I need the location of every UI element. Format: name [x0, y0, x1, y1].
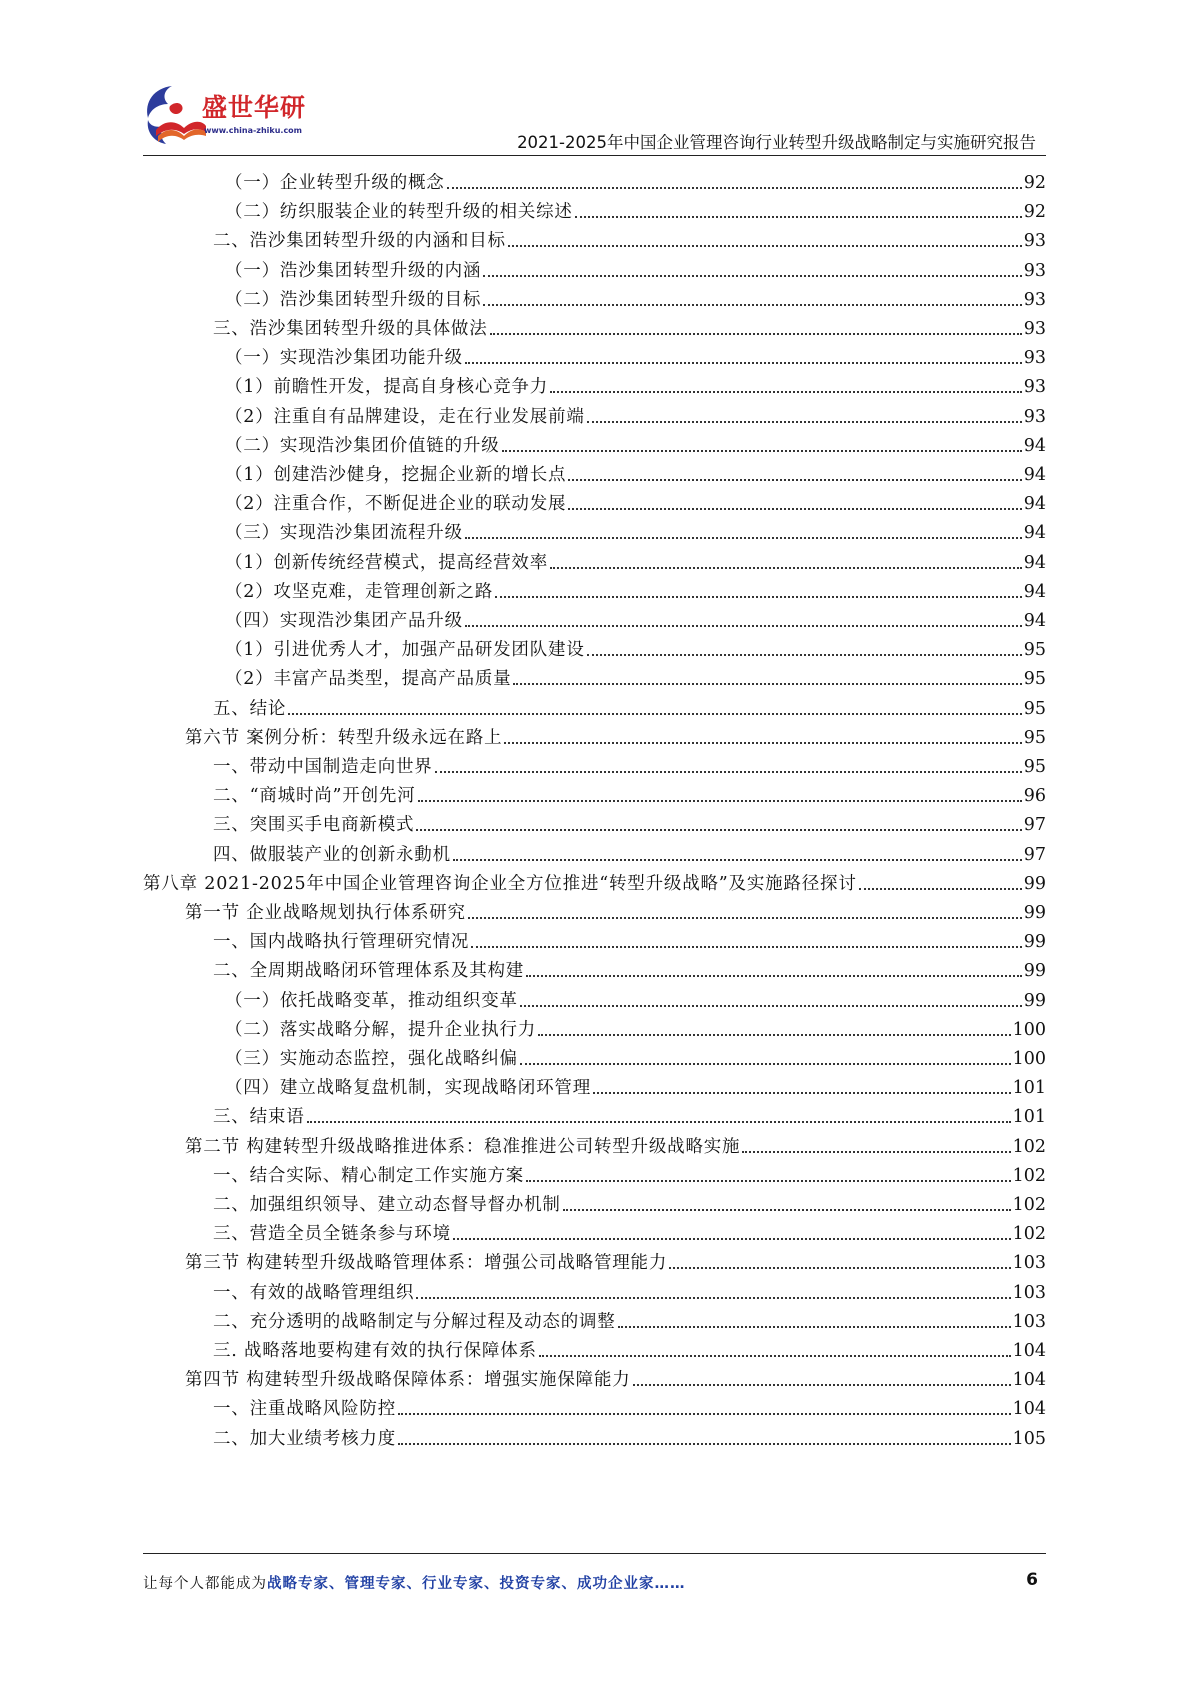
toc-entry-label: （四）建立战略复盘机制，实现战略闭环管理 — [225, 1078, 591, 1099]
toc-entry[interactable] — [213, 1389, 1046, 1420]
toc-entry-label: 五、结论 — [213, 698, 287, 719]
toc-entry[interactable] — [213, 1302, 1046, 1333]
toc-entry-label: 二、加强组织领导、建立动态督导督办机制 — [213, 1195, 561, 1215]
toc-leader-dots — [483, 304, 1022, 306]
toc-leader-dots — [453, 1238, 1011, 1240]
toc-entry[interactable] — [225, 280, 1046, 311]
toc-entry[interactable] — [225, 659, 1046, 690]
toc-leader-dots — [418, 800, 1022, 802]
toc-leader-dots — [575, 216, 1022, 218]
slogan-highlight: 战略专家、管理专家、行业专家、投资专家、成功企业家…… — [267, 1576, 686, 1592]
toc-entry-label: （二）浩沙集团转型升级的目标 — [225, 289, 482, 310]
toc-leader-dots — [526, 1180, 1010, 1182]
toc-entry[interactable] — [225, 367, 1046, 398]
toc-entry-label: 一、结合实际、精心制定工作实施方案 — [213, 1165, 525, 1186]
footer-slogan — [143, 1572, 686, 1593]
toc-entry-page: 93 — [1023, 406, 1046, 427]
toc-entry[interactable] — [225, 163, 1046, 194]
toc-entry[interactable] — [213, 1214, 1046, 1245]
toc-leader-dots — [633, 1384, 1011, 1386]
toc-entry[interactable] — [213, 835, 1046, 866]
toc-entry[interactable] — [213, 1185, 1046, 1216]
toc-entry-page: 104 — [1012, 1341, 1046, 1361]
toc-entry[interactable] — [213, 747, 1046, 778]
toc-entry-page: 102 — [1012, 1224, 1046, 1245]
toc-leader-dots — [539, 1355, 1011, 1357]
toc-entry[interactable] — [213, 1156, 1046, 1187]
toc-entry-page: 92 — [1023, 202, 1046, 223]
toc-entry-page: 100 — [1012, 1049, 1046, 1069]
toc-entry-label: （二）实现浩沙集团价值链的升级 — [225, 435, 500, 456]
toc-leader-dots — [502, 450, 1022, 452]
toc-entry-page: 105 — [1012, 1428, 1046, 1449]
toc-entry-label: （一）企业转型升级的概念 — [225, 173, 445, 193]
toc-entry-label: （二）纺织服装企业的转型升级的相关综述 — [225, 202, 573, 223]
toc-entry[interactable] — [225, 455, 1046, 486]
toc-entry-label: 第一节 企业战略规划执行体系研究 — [185, 903, 466, 923]
toc-entry-label: （2）攻坚克难，走管理创新之路 — [225, 581, 494, 602]
toc-entry-page: 93 — [1023, 260, 1046, 281]
toc-entry-label: 第四节 构建转型升级战略保障体系：增强实施保障能力 — [185, 1370, 631, 1391]
toc-leader-dots — [520, 1005, 1022, 1007]
toc-entry[interactable] — [185, 1127, 1046, 1158]
page-number: 6 — [1026, 1570, 1038, 1590]
toc-leader-dots — [490, 333, 1022, 335]
toc-entry-page: 99 — [1023, 873, 1046, 894]
toc-entry-page: 94 — [1023, 465, 1046, 485]
toc-entry-label: 第八章 2021-2025年中国企业管理咨询企业全方位推进“转型升级战略”及实施路径探讨 — [143, 873, 857, 894]
toc-entry[interactable] — [213, 922, 1046, 953]
toc-entry[interactable] — [213, 776, 1046, 807]
toc-entry-label: 三、营造全员全链条参与环境 — [213, 1224, 451, 1245]
toc-entry-page: 93 — [1023, 289, 1046, 310]
toc-entry-label: （二）落实战略分解，提升企业执行力 — [225, 1019, 537, 1040]
toc-leader-dots — [538, 1034, 1010, 1036]
toc-entry-page: 99 — [1023, 903, 1046, 923]
toc-entry-label: 第二节 构建转型升级战略推进体系：稳准推进公司转型升级战略实施 — [185, 1136, 741, 1157]
toc-entry-page: 97 — [1023, 844, 1046, 865]
toc-entry[interactable] — [225, 601, 1046, 632]
toc-entry-page: 101 — [1012, 1107, 1046, 1128]
toc-entry[interactable] — [213, 1097, 1046, 1128]
toc-leader-dots — [593, 1092, 1011, 1094]
toc-entry-page: 95 — [1023, 698, 1046, 719]
toc-entry[interactable] — [225, 1010, 1046, 1041]
toc-entry[interactable] — [213, 951, 1046, 982]
toc-leader-dots — [416, 1297, 1010, 1299]
toc-entry-label: （2）注重合作，不断促进企业的联动发展 — [225, 494, 567, 515]
toc-leader-dots — [471, 946, 1022, 948]
toc-entry-page: 93 — [1023, 319, 1046, 339]
toc-leader-dots — [398, 1443, 1011, 1445]
toc-entry-page: 94 — [1023, 611, 1046, 631]
footer-divider — [143, 1553, 1046, 1554]
toc-leader-dots — [468, 917, 1022, 919]
toc-entry-label: 一、有效的战略管理组织 — [213, 1282, 415, 1303]
toc-entry[interactable] — [225, 426, 1046, 457]
toc-entry-label: （一）实现浩沙集团功能升级 — [225, 348, 463, 369]
toc-entry-label: 一、带动中国制造走向世界 — [213, 757, 433, 777]
toc-leader-dots — [288, 713, 1022, 715]
toc-entry[interactable] — [225, 484, 1046, 515]
toc-entry-page: 94 — [1023, 494, 1046, 515]
toc-entry-label: （一）浩沙集团转型升级的内涵 — [225, 260, 482, 281]
toc-entry-page: 103 — [1012, 1311, 1046, 1332]
toc-entry-label: 三、结束语 — [213, 1107, 305, 1128]
toc-entry[interactable] — [213, 1419, 1046, 1450]
toc-entry[interactable] — [213, 1331, 1046, 1362]
toc-entry-page: 92 — [1023, 173, 1046, 193]
toc-leader-dots — [465, 537, 1022, 539]
toc-entry[interactable] — [213, 221, 1046, 252]
toc-entry-page: 99 — [1023, 932, 1046, 953]
toc-entry-label: （2）丰富产品类型，提高产品质量 — [225, 669, 512, 690]
toc-leader-dots — [859, 888, 1022, 890]
toc-leader-dots — [465, 625, 1022, 627]
toc-entry[interactable] — [225, 251, 1046, 282]
toc-entry-label: 二、“商城时尚”开创先河 — [213, 786, 416, 807]
toc-entry[interactable] — [185, 1243, 1046, 1274]
toc-leader-dots — [453, 859, 1022, 861]
toc-leader-dots — [568, 479, 1021, 481]
toc-entry-page: 102 — [1012, 1136, 1046, 1157]
toc-entry[interactable] — [225, 397, 1046, 428]
header-divider — [143, 155, 1046, 156]
brand-name: 盛世华研 — [202, 93, 307, 122]
toc-entry-label: 二、浩沙集团转型升级的内涵和目标 — [213, 231, 506, 252]
toc-entry-label: 三. 战略落地要构建有效的执行保障体系 — [213, 1341, 537, 1361]
toc-entry-label: （三）实施动态监控，强化战略纠偏 — [225, 1049, 518, 1069]
toc-leader-dots — [520, 1063, 1011, 1065]
toc-leader-dots — [307, 1121, 1011, 1123]
toc-leader-dots — [587, 654, 1022, 656]
toc-leader-dots — [742, 1151, 1010, 1153]
toc-entry-label: 三、突围买手电商新模式 — [213, 815, 415, 836]
toc-entry-page: 93 — [1023, 231, 1046, 252]
toc-entry[interactable] — [225, 572, 1046, 603]
toc-entry-page: 94 — [1023, 552, 1046, 573]
logo-book-icon — [140, 80, 210, 150]
toc-leader-dots — [398, 1413, 1011, 1415]
toc-entry-label: （1）创建浩沙健身，挖掘企业新的增长点 — [225, 465, 567, 485]
toc-entry-label: （1）创新传统经营模式，提高经营效率 — [225, 552, 549, 573]
toc-leader-dots — [526, 975, 1022, 977]
toc-entry-label: （三）实现浩沙集团流程升级 — [225, 523, 463, 544]
toc-entry[interactable] — [225, 338, 1046, 369]
toc-entry[interactable] — [225, 630, 1046, 661]
toc-entry-page: 99 — [1023, 990, 1046, 1011]
toc-entry[interactable] — [213, 309, 1046, 340]
toc-entry-page: 95 — [1023, 669, 1046, 690]
toc-leader-dots — [435, 771, 1022, 773]
toc-entry-page: 104 — [1012, 1370, 1046, 1391]
toc-leader-dots — [495, 596, 1022, 598]
toc-entry-page: 95 — [1023, 727, 1046, 748]
toc-entry-page: 94 — [1023, 581, 1046, 602]
toc-entry-page: 94 — [1023, 523, 1046, 544]
toc-entry-label: 四、做服装产业的创新永動机 — [213, 844, 451, 865]
toc-entry[interactable] — [185, 718, 1046, 749]
toc-entry-page: 101 — [1012, 1078, 1046, 1099]
toc-entry-page: 102 — [1012, 1165, 1046, 1186]
toc-leader-dots — [669, 1267, 1010, 1269]
toc-leader-dots — [550, 391, 1022, 393]
toc-entry[interactable] — [213, 689, 1046, 720]
toc-leader-dots — [504, 742, 1021, 744]
company-logo — [140, 80, 315, 150]
toc-leader-dots — [568, 508, 1021, 510]
toc-entry-page: 97 — [1023, 815, 1046, 836]
toc-entry-page: 102 — [1012, 1195, 1046, 1215]
toc-leader-dots — [416, 829, 1021, 831]
toc-entry-label: 三、浩沙集团转型升级的具体做法 — [213, 319, 488, 339]
toc-entry-page: 103 — [1012, 1282, 1046, 1303]
toc-entry[interactable] — [225, 192, 1046, 223]
toc-entry-label: 二、充分透明的战略制定与分解过程及动态的调整 — [213, 1311, 616, 1332]
toc-entry[interactable] — [225, 1039, 1046, 1070]
toc-entry-page: 100 — [1012, 1019, 1046, 1040]
slogan-prefix: 让每个人都能成为 — [143, 1576, 267, 1592]
toc-entry-label: （一）依托战略变革，推动组织变革 — [225, 990, 518, 1011]
toc-leader-dots — [618, 1326, 1011, 1328]
report-title: 2021-2025年中国企业管理咨询行业转型升级战略制定与实施研究报告 — [517, 133, 1036, 152]
toc-leader-dots — [465, 362, 1022, 364]
toc-entry-page: 96 — [1023, 786, 1046, 807]
toc-leader-dots — [563, 1209, 1011, 1211]
toc-entry[interactable] — [225, 1068, 1046, 1099]
brand-url: www.china-zhiku.com — [204, 126, 303, 135]
toc-entry-page: 103 — [1012, 1253, 1046, 1274]
toc-entry-label: 第六节 案例分析：转型升级永远在路上 — [185, 727, 503, 748]
toc-entry[interactable] — [225, 513, 1046, 544]
toc-entry[interactable] — [213, 1273, 1046, 1304]
toc-entry-label: 一、注重战略风险防控 — [213, 1399, 396, 1420]
toc-entry[interactable] — [185, 893, 1046, 924]
toc-entry-label: 二、全周期战略闭环管理体系及其构建 — [213, 961, 525, 982]
toc-leader-dots — [447, 187, 1022, 189]
toc-entry-page: 93 — [1023, 348, 1046, 369]
toc-leader-dots — [483, 275, 1022, 277]
toc-entry-label: （1）引进优秀人才，加强产品研发团队建设 — [225, 640, 585, 661]
toc-leader-dots — [550, 567, 1022, 569]
toc-entry-label: （1）前瞻性开发，提高自身核心竞争力 — [225, 377, 549, 398]
toc-entry[interactable] — [185, 1360, 1046, 1391]
toc-entry[interactable] — [143, 864, 1046, 895]
toc-entry-label: 一、国内战略执行管理研究情况 — [213, 932, 470, 953]
toc-entry-label: （2）注重自有品牌建设，走在行业发展前端 — [225, 406, 585, 427]
toc-entry-page: 93 — [1023, 377, 1046, 398]
toc-entry[interactable] — [225, 543, 1046, 574]
toc-leader-dots — [508, 245, 1022, 247]
toc-entry-page: 95 — [1023, 640, 1046, 661]
toc-entry-page: 99 — [1023, 961, 1046, 982]
toc-entry-page: 94 — [1023, 435, 1046, 456]
toc-leader-dots — [587, 421, 1022, 423]
toc-entry-label: 二、加大业绩考核力度 — [213, 1428, 396, 1449]
toc-entry-page: 95 — [1023, 757, 1046, 777]
toc-leader-dots — [513, 683, 1021, 685]
toc-entry[interactable] — [213, 805, 1046, 836]
toc-entry-label: 第三节 构建转型升级战略管理体系：增强公司战略管理能力 — [185, 1253, 668, 1274]
toc-entry-label: （四）实现浩沙集团产品升级 — [225, 611, 463, 631]
toc-entry-page: 104 — [1012, 1399, 1046, 1420]
toc-entry[interactable] — [225, 981, 1046, 1012]
